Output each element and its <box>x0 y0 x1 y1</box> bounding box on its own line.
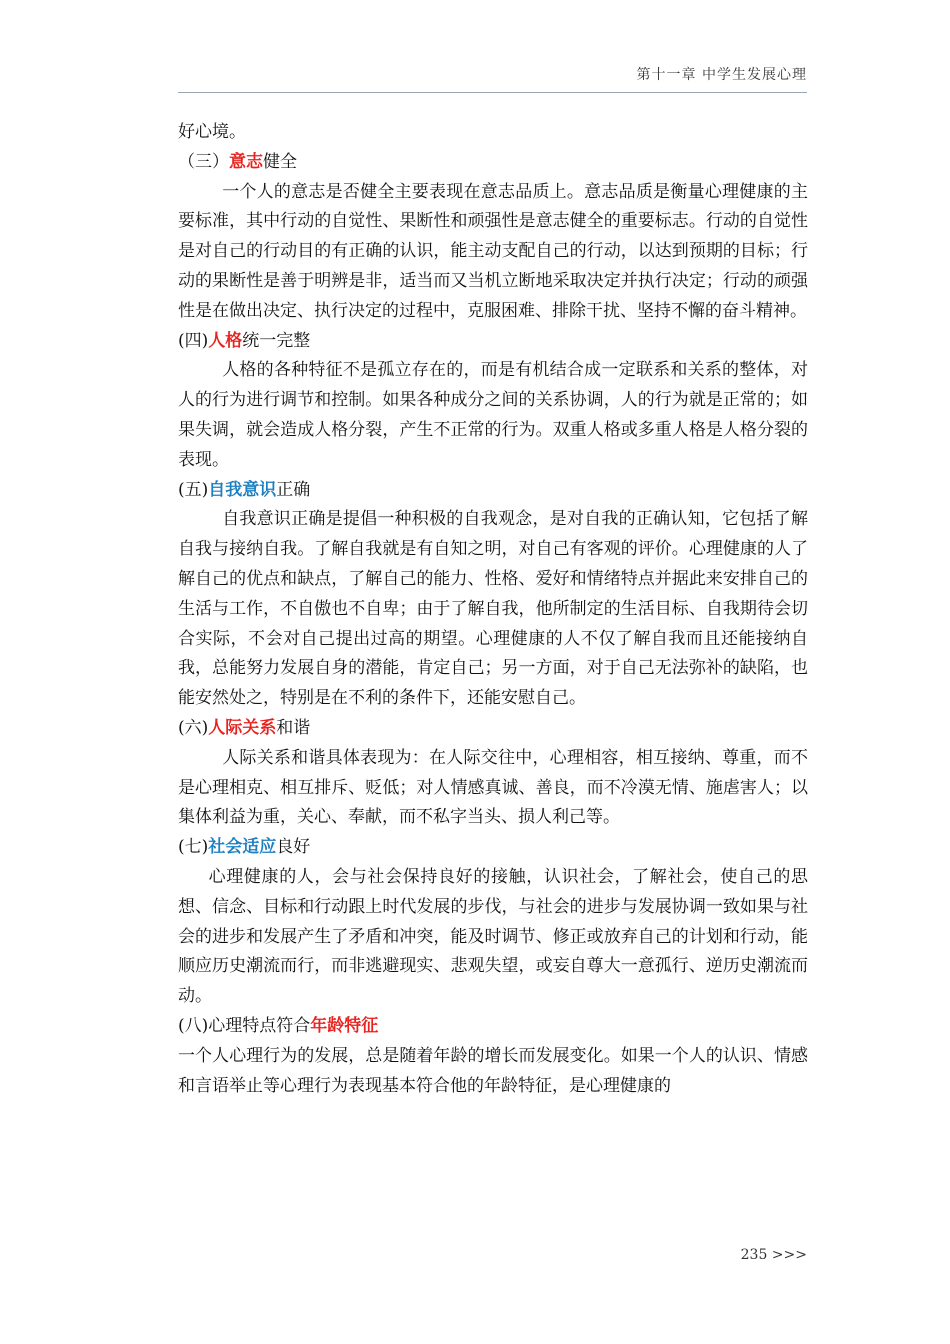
highlighted-term: 意志 <box>229 151 263 172</box>
section-heading-personality <box>178 327 808 357</box>
page-number: 235 >>> <box>740 1247 807 1263</box>
heading-number: (六) <box>178 717 209 738</box>
heading-suffix: 良好 <box>276 837 311 858</box>
section-heading-will <box>178 148 808 178</box>
section-heading-relationships <box>178 714 808 744</box>
heading-number: (四) <box>178 330 209 351</box>
heading-suffix: 统一完整 <box>242 330 311 351</box>
running-head: 第十一章 中学生发展心理 <box>636 67 807 83</box>
heading-number: （三） <box>178 151 229 172</box>
page-body <box>178 118 808 1101</box>
heading-number: (五) <box>178 479 209 500</box>
heading-number: (八)心理特点符合 <box>178 1015 311 1036</box>
heading-suffix: 和谐 <box>276 717 311 738</box>
section-paragraph-will: 一个人的意志是否健全主要表现在意志品质上。意志品质是衡量心理健康的主要标准，其中行动的自觉性、果断性和顽强性是意志健全的重要标志。行动的自觉性是对自己的行动目的有正确的认识，能主动支配自己的行动，以达到预期的目标；行动的果断性是善于明辨是非，适当而又当机立断地采取决定并执行决定；行动的顽强性是在做出决定、执行决定的过程中，克服困难、排除干扰、坚持不懈的奋斗精神。 <box>178 181 808 321</box>
highlighted-term: 人格 <box>208 330 243 351</box>
continuation-text: 好心境。 <box>178 122 246 142</box>
highlighted-term: 人际关系 <box>208 717 277 738</box>
highlighted-term: 自我意识 <box>208 479 277 500</box>
header-rule <box>178 92 807 93</box>
section-paragraph-self-awareness: 自我意识正确是提倡一种积极的自我观念，是对自我的正确认知，它包括了解自我与接纳自我。了解自我就是有自知之明，对自己有客观的评价。心理健康的人了解自己的优点和缺点，了解自己的能力、性格、爱好和情绪特点并据此来安排自己的生活与工作，不自傲也不自卑；由于了解自我，他所制定的生活目标、自我期待会切合实际，不会对自己提出过高的期望。心理健康的人不仅了解自我而且还能接纳自我，总能努力发展自身的潜能，肯定自己；另一方面，对于自己无法弥补的缺陷，也能安然处之，特别是在不利的条件下，还能安慰自己。 <box>178 509 808 709</box>
section-paragraph-age-traits: 一个人心理行为的发展，总是随着年龄的增长而发展变化。如果一个人的认识、情感和言语举止等心理行为表现基本符合他的年龄特征，是心理健康的 <box>178 1045 808 1096</box>
heading-suffix: 正确 <box>276 479 311 500</box>
section-paragraph-personality: 人格的各种特征不是孤立存在的，而是有机结合成一定联系和关系的整体，对人的行为进行调节和控制。如果各种成分之间的关系协调，人的行为就是正常的；如果失调，就会造成人格分裂，产生不正常的行为。双重人格或多重人格是人格分裂的表现。 <box>178 360 808 470</box>
highlighted-term: 年龄特征 <box>310 1015 379 1036</box>
section-heading-social-adaptation <box>178 833 808 863</box>
heading-number: (七) <box>178 837 209 858</box>
heading-suffix: 健全 <box>263 151 297 172</box>
section-paragraph-social-adaptation: 心理健康的人，会与社会保持良好的接触，认识社会，了解社会，使自己的思想、信念、目标和行动跟上时代发展的步伐，与社会的进步与发展协调一致如果与社会的进步和发展产生了矛盾和冲突，能及时调节、修正或放弃自己的计划和行动，能顺应历史潮流而行，而非逃避现实、悲观失望，或妄自尊大一意孤行、逆历史潮流而动。 <box>178 866 808 1007</box>
section-paragraph-relationships: 人际关系和谐具体表现为：在人际交往中，心理相容，相互接纳、尊重，而不是心理相克、相互排斥、贬低；对人情感真诚、善良，而不冷漠无情、施虐害人；以集体利益为重，关心、奉献，而不私字当头、损人利己等。 <box>178 747 808 828</box>
highlighted-term: 社会适应 <box>208 837 277 858</box>
section-heading-self-awareness <box>178 476 808 506</box>
section-heading-age-traits <box>178 1012 808 1042</box>
